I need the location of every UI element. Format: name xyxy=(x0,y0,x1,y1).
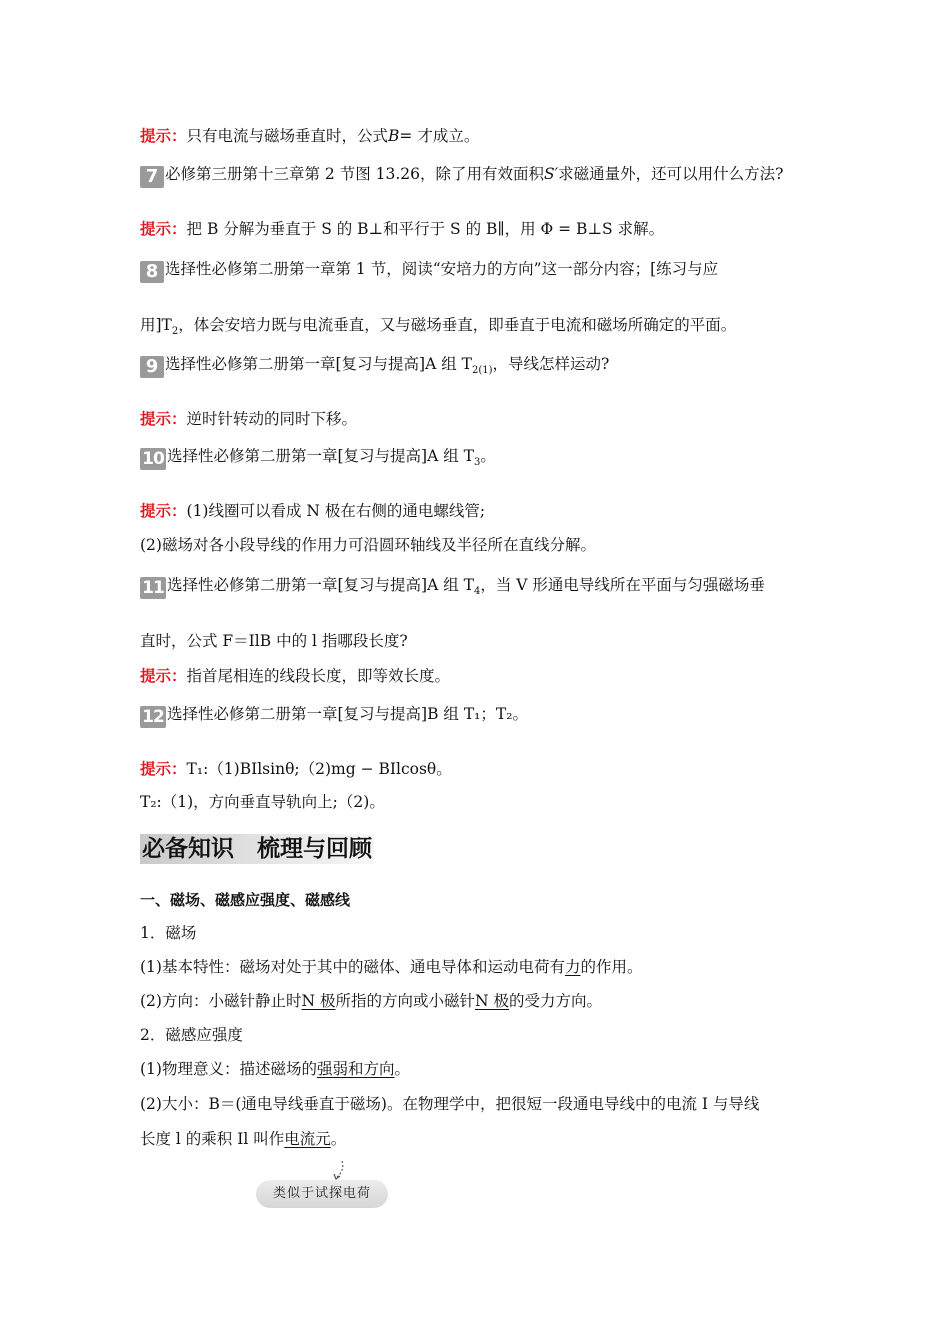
knowledge-paragraph xyxy=(140,956,643,978)
hint-line xyxy=(140,125,479,147)
question-text: 选择性必修第二册第一章[复习与提高]A 组 T xyxy=(167,447,474,465)
question-number: 10 xyxy=(140,448,166,470)
question-text: 选择性必修第二册第一章[复习与提高]B 组 T₁；T₂。 xyxy=(167,705,528,723)
hint-label: 提示： xyxy=(140,127,187,145)
hint-label: 提示： xyxy=(140,667,187,685)
hint-var: B xyxy=(388,127,400,145)
hint-line xyxy=(140,758,452,780)
hint-text: T₁:（1)BIlsinθ;（2)mg − BIlcosθ。 xyxy=(186,760,452,778)
question-number: 7 xyxy=(140,166,164,188)
knowledge-paragraph xyxy=(140,1058,410,1080)
question-text: 用]T xyxy=(140,316,172,334)
paragraph-text: (1)物理意义：描述磁场的 xyxy=(140,1060,317,1078)
question-number: 8 xyxy=(140,261,164,283)
hint-label: 提示： xyxy=(140,760,187,778)
paragraph-text-tail: 。 xyxy=(394,1060,410,1078)
question-text: 选择性必修第二册第一章[复习与提高]A 组 T xyxy=(165,355,472,373)
subscript: 4 xyxy=(473,586,481,598)
subscript: 2(1) xyxy=(471,365,493,377)
section-title-text: 必备知识 梳理与回顾 xyxy=(142,836,372,862)
question-text: 直时，公式 F＝IlB 中的 l 指哪段长度? xyxy=(140,632,408,650)
question-text-tail: 。 xyxy=(480,447,496,465)
knowledge-heading: 一、磁场、磁感应强度、磁感线 xyxy=(140,891,351,909)
hint-text: 指首尾相连的线段长度，即等效长度。 xyxy=(186,667,451,685)
section-title xyxy=(140,834,374,864)
subscript: 2 xyxy=(171,326,179,338)
paragraph-text-tail: 。 xyxy=(330,1130,347,1148)
question-9 xyxy=(140,353,609,382)
subscript: 3 xyxy=(473,457,481,469)
question-text: 必修第三册第十三章第 2 节图 13.26，除了用有效面积 xyxy=(165,165,545,183)
knowledge-paragraph xyxy=(140,1128,346,1150)
hint-line xyxy=(140,408,357,430)
hint-label: 提示： xyxy=(140,410,187,428)
question-number: 11 xyxy=(140,577,166,599)
hint-text: 逆时针转动的同时下移。 xyxy=(186,410,358,428)
hint-line xyxy=(140,665,450,687)
underlined-answer: 强弱和方向 xyxy=(316,1060,395,1078)
question-text-tail: 求磁通量外，还可以用什么方法? xyxy=(558,165,784,183)
underlined-answer: N 极 xyxy=(474,992,509,1010)
hint-text: (1)线圈可以看成 N 极在右侧的通电螺线管; xyxy=(186,502,486,520)
dashed-arrow-icon xyxy=(330,1160,350,1182)
hint-text: 把 B 分解为垂直于 S 的 B⊥和平行于 S 的 B∥，用 Φ = B⊥S 求解。 xyxy=(186,220,665,238)
knowledge-subheading: 2．磁感应强度 xyxy=(140,1026,243,1044)
question-12 xyxy=(140,703,528,728)
hint-text: T₂:（1)，方向垂直导轨向上;（2)。 xyxy=(140,793,385,811)
hint-text: 只有电流与磁场垂直时，公式 xyxy=(186,127,389,145)
paragraph-text: (1)基本特性：磁场对处于其中的磁体、通电导体和运动电荷有 xyxy=(140,958,565,976)
question-8 xyxy=(140,258,718,283)
hint-text: (2)磁场对各小段导线的作用力可沿圆环轴线及半径所在直线分解。 xyxy=(140,536,596,554)
question-text-tail: ，体会安培力既与电流垂直，又与磁场垂直，即垂直于电流和磁场所确定的平面。 xyxy=(178,316,737,334)
hint-label: 提示： xyxy=(140,220,187,238)
question-var: S′ xyxy=(544,165,559,183)
underlined-answer: 电流元 xyxy=(284,1130,331,1148)
knowledge-paragraph xyxy=(140,990,602,1012)
question-7 xyxy=(140,163,783,188)
hint-text-tail: = 才成立。 xyxy=(399,127,480,145)
knowledge-paragraph: (2)大小：B＝(通电导线垂直于磁场)。在物理学中，把很短一段通电导线中的电流 I 与导线 xyxy=(140,1095,760,1113)
underlined-answer: N 极 xyxy=(301,992,336,1010)
annotation-bubble: 类似于试探电荷 xyxy=(256,1180,388,1208)
question-text: 选择性必修第二册第一章[复习与提高]A 组 T xyxy=(167,576,474,594)
paragraph-text-tail: 的作用。 xyxy=(580,958,643,976)
hint-label: 提示： xyxy=(140,502,187,520)
question-text: 选择性必修第二册第一章第 1 节，阅读“安培力的方向”这一部分内容；[练习与应 xyxy=(165,260,719,278)
paragraph-text: 长度 l 的乘积 Il 叫作 xyxy=(140,1130,285,1148)
question-8-cont xyxy=(140,314,736,343)
paragraph-text-tail: 的受力方向。 xyxy=(508,992,602,1010)
hint-line-2 xyxy=(140,534,596,556)
question-11-cont xyxy=(140,630,408,652)
hint-line xyxy=(140,218,664,240)
paragraph-text-mid: 所指的方向或小磁针 xyxy=(335,992,475,1010)
underlined-answer: 力 xyxy=(564,958,581,976)
question-number: 12 xyxy=(140,706,166,728)
paragraph-text: (2)方向：小磁针静止时 xyxy=(140,992,302,1010)
hint-line-2 xyxy=(140,791,385,813)
question-11 xyxy=(140,574,765,603)
hint-line xyxy=(140,500,485,522)
question-number: 9 xyxy=(140,356,164,378)
question-text-tail: ，当 V 形通电导线所在平面与匀强磁场垂 xyxy=(480,576,765,594)
knowledge-subheading: 1．磁场 xyxy=(140,924,197,942)
question-10 xyxy=(140,445,496,474)
question-text-tail: ，导线怎样运动? xyxy=(492,355,610,373)
